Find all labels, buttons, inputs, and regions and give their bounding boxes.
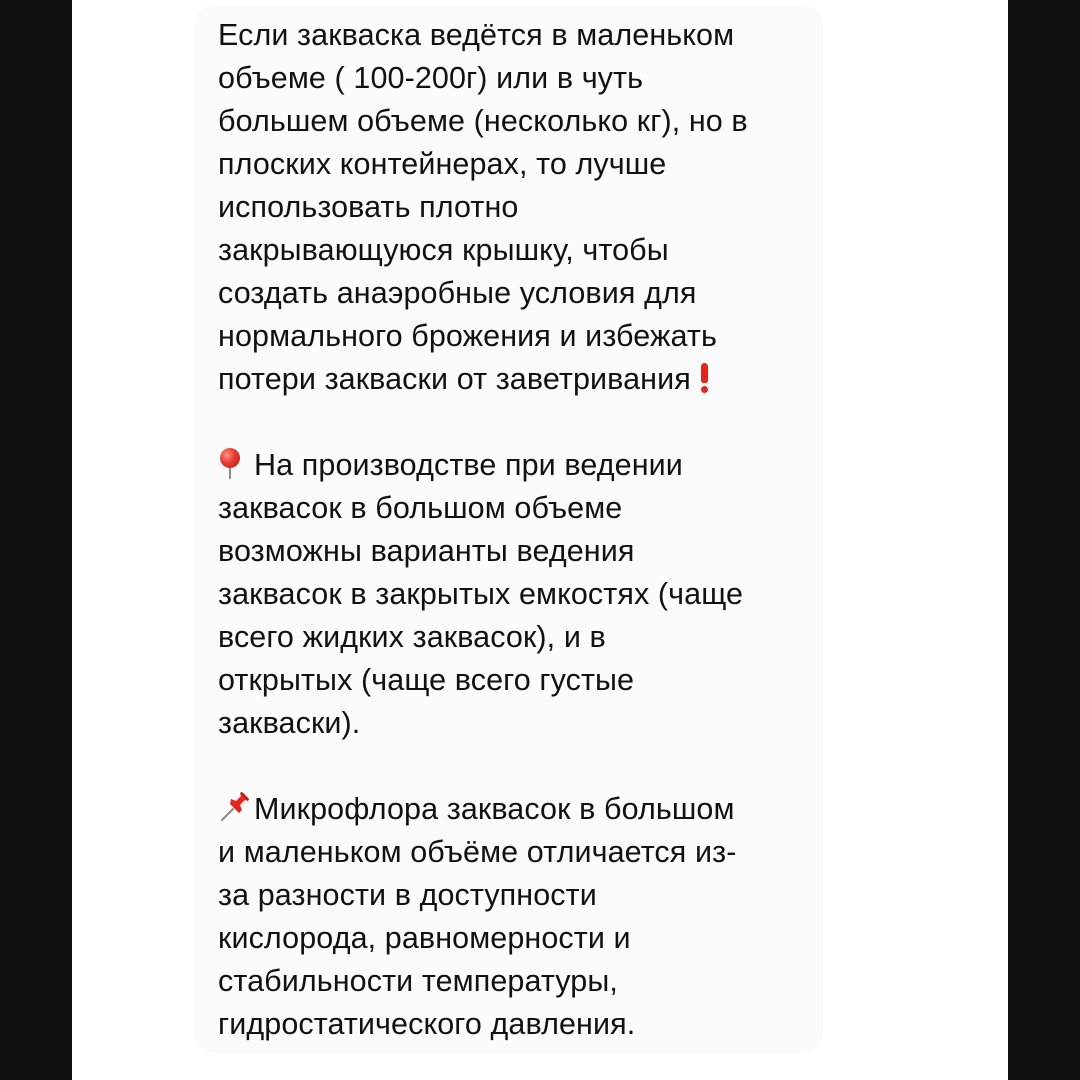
- paragraph-production: [218, 444, 818, 745]
- text-line: закрывающуюся крышку, чтобы: [218, 233, 669, 267]
- text-line: всего жидких заквасок), и в: [218, 620, 606, 654]
- text-line-first: [218, 444, 818, 487]
- text-line: открытых (чаще всего густые: [218, 663, 635, 697]
- text-line: использовать плотно: [218, 190, 519, 224]
- paragraph-microflora: [218, 788, 818, 1046]
- text-line: нормального брожения и избежать: [218, 319, 717, 353]
- text-line: и маленьком объёме отличается из-: [218, 835, 737, 869]
- paragraph-small-volume: [218, 14, 818, 401]
- text-line: кислорода, равномерности и: [218, 921, 631, 955]
- text-line: заквасок в закрытых емкостях (чаще: [218, 577, 744, 611]
- text-line: создать анаэробные условия для: [218, 276, 697, 310]
- text-line-first: [218, 788, 818, 831]
- text-line: возможны варианты ведения: [218, 534, 635, 568]
- text-line-content: Микрофлора заквасок в большом: [254, 792, 735, 826]
- text-line: стабильности температуры,: [218, 964, 618, 998]
- pushpin-icon: [218, 791, 246, 823]
- exclamation-icon: [697, 361, 713, 393]
- text-line-content: На производстве при ведении: [254, 448, 683, 482]
- text-line-last: [218, 358, 818, 401]
- text-line: большем объеме (несколько кг), но в: [218, 104, 748, 138]
- text-line-content: потери закваски от заветривания: [218, 362, 691, 396]
- text-line: гидростатического давления.: [218, 1007, 636, 1041]
- round-pushpin-icon: [218, 447, 246, 479]
- text-line: Если закваска ведётся в маленьком: [218, 18, 735, 52]
- paragraph-gap: [218, 401, 818, 444]
- text-line: закваски).: [218, 706, 361, 740]
- text-line: заквасок в большом объеме: [218, 491, 623, 525]
- text-line: плоских контейнерах, то лучше: [218, 147, 667, 181]
- paragraph-gap: [218, 745, 818, 788]
- text-line: за разности в доступности: [218, 878, 597, 912]
- text-line: объеме ( 100-200г) или в чуть: [218, 61, 644, 95]
- message-text: [218, 14, 818, 1046]
